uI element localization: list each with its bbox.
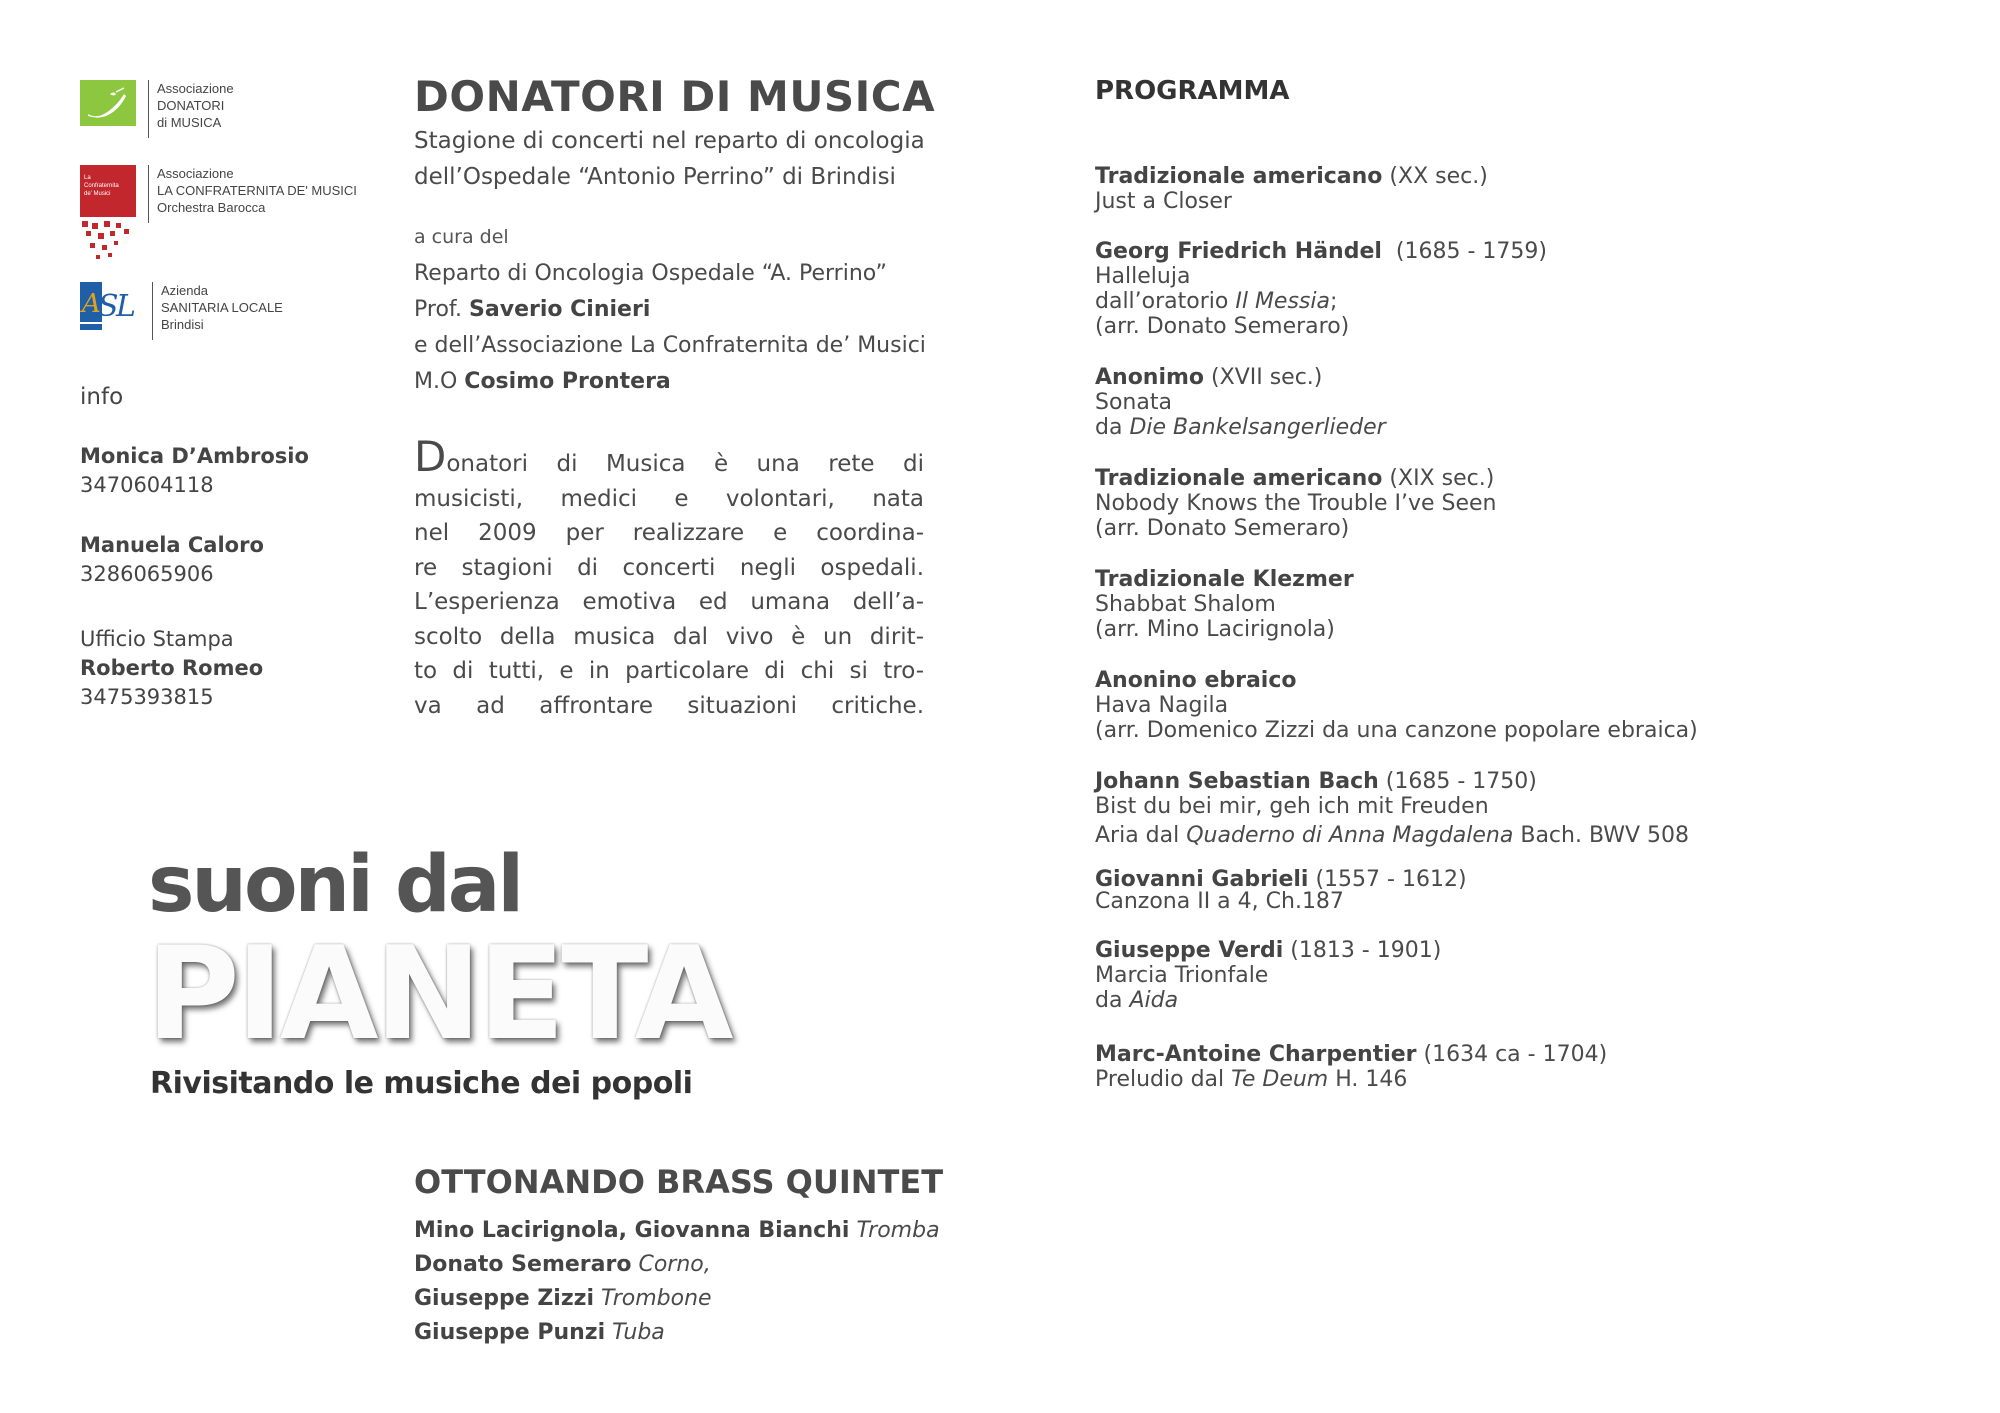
member-row — [414, 1214, 940, 1248]
work-line: Shabbat Shalom — [1095, 592, 1276, 617]
svg-text:S: S — [98, 289, 119, 324]
paragraph-line: va ad affrontare situazioni critiche. — [414, 692, 924, 719]
work-text: da — [1095, 988, 1130, 1013]
svg-text:La: La — [84, 175, 91, 181]
composer: Giuseppe Verdi — [1095, 938, 1284, 963]
work-text: ; — [1330, 289, 1338, 314]
logo-asl — [80, 282, 283, 340]
work-line: Nobody Knows the Trouble I’ve Seen — [1095, 491, 1497, 516]
composer: Giovanni Gabrieli — [1095, 867, 1309, 892]
programme-item — [1095, 239, 1547, 339]
page-title: DONATORI DI MUSICA — [414, 72, 936, 121]
composer: Anonimo — [1095, 365, 1205, 390]
work-title: Quaderno di Anna Magdalena — [1186, 823, 1514, 848]
cura-name: Saverio Cinieri — [469, 297, 651, 322]
cura-name: Cosimo Prontera — [464, 369, 671, 394]
contact-name: Manuela Caloro — [80, 533, 264, 557]
work-text: Bach. BWV 508 — [1513, 823, 1690, 848]
logo-line: LA CONFRATERNITA DE' MUSICI — [157, 183, 357, 198]
logo-divider — [152, 282, 153, 340]
programme-item — [1095, 466, 1496, 541]
work-title: Die Bankelsangerlieder — [1129, 415, 1386, 440]
work-line: Halleluja — [1095, 264, 1191, 289]
composer: Johann Sebastian Bach — [1095, 769, 1379, 794]
paragraph-line: L’esperienza emotiva ed umana dell’a- — [414, 589, 924, 615]
paragraph-line: re stagioni di concerti negli ospedali. — [414, 554, 924, 581]
programme-item — [1095, 668, 1698, 743]
event-title-big: PIANETA — [146, 920, 730, 1069]
ensemble-members — [414, 1214, 940, 1350]
composer-dates: (XX sec.) — [1382, 164, 1488, 189]
composer-dates: (1813 - 1901) — [1283, 938, 1442, 963]
contact-press — [80, 625, 263, 712]
work-line: Bist du bei mir, geh ich mit Freuden — [1095, 794, 1489, 819]
member-instrument: Trombone — [601, 1286, 712, 1311]
cura-label: a cura del — [414, 226, 509, 248]
programme-item — [1095, 769, 1689, 848]
work-text: Preludio dal — [1095, 1067, 1232, 1092]
composer: Marc-Antoine Charpentier — [1095, 1042, 1417, 1067]
contact-phone: 3286065906 — [80, 562, 214, 586]
cura-block — [414, 256, 926, 400]
composer-dates: (1634 ca - 1704) — [1416, 1042, 1608, 1067]
work-title: Il Messia — [1235, 289, 1330, 314]
cura-line: Reparto di Oncologia Ospedale “A. Perrino” — [414, 261, 887, 286]
member-row — [414, 1316, 940, 1350]
logo-line: Orchestra Barocca — [157, 200, 266, 215]
composer: Tradizionale americano — [1095, 164, 1383, 189]
member-names: Mino Lacirignola, Giovanna Bianchi — [414, 1218, 850, 1243]
member-names: Donato Semeraro — [414, 1252, 632, 1277]
paragraph-line: to di tutti, e in particolare di chi si tro- — [414, 658, 924, 684]
press-label: Ufficio Stampa — [80, 627, 234, 651]
composer: Anonino ebraico — [1095, 668, 1297, 693]
member-names: Giuseppe Punzi — [414, 1320, 606, 1345]
work-text: H. 146 — [1328, 1067, 1408, 1092]
composer-dates: (1685 - 1759) — [1381, 239, 1547, 264]
member-names: Giuseppe Zizzi — [414, 1286, 594, 1311]
contact-manuela — [80, 531, 264, 589]
subtitle — [414, 123, 925, 195]
programme-item — [1095, 365, 1386, 440]
logo-divider — [148, 165, 149, 223]
cura-prefix: Prof. — [414, 297, 470, 322]
member-instrument: Corno, — [638, 1252, 711, 1277]
contact-monica — [80, 442, 309, 500]
work-line: Hava Nagila — [1095, 693, 1229, 718]
logo-line: di MUSICA — [157, 115, 222, 130]
contact-name: Monica D’Ambrosio — [80, 444, 309, 468]
cura-prefix: M.O — [414, 369, 465, 394]
contact-phone: 3475393815 — [80, 685, 214, 709]
svg-text:A: A — [82, 289, 101, 319]
work-line: Marcia Trionfale — [1095, 963, 1269, 988]
logo-line: Azienda — [161, 283, 208, 298]
member-instrument: Tromba — [856, 1218, 940, 1243]
composer-dates: (1557 - 1612) — [1308, 867, 1467, 892]
member-instrument: Tuba — [612, 1320, 665, 1345]
member-row — [414, 1282, 940, 1316]
work-line: (arr. Donato Semeraro) — [1095, 314, 1350, 339]
paragraph-line: scolto della musica dal vivo è un dirit- — [414, 623, 924, 650]
composer: Georg Friedrich Händel — [1095, 239, 1382, 264]
contact-name: Roberto Romeo — [80, 656, 264, 680]
work-text: Aria dal — [1095, 823, 1187, 848]
event-tagline: Rivisitando le musiche dei popoli — [150, 1066, 693, 1101]
logo-confraternita — [80, 165, 357, 263]
svg-text:Confraternita: Confraternita — [84, 183, 119, 189]
programme-item — [1095, 164, 1488, 214]
work-line: Canzona II a 4, Ch.187 — [1095, 889, 1344, 914]
programme-item — [1095, 1042, 1607, 1092]
event-title-small: suoni dal — [148, 840, 522, 930]
composer-dates: (XIX sec.) — [1382, 466, 1495, 491]
confraternita-logo-icon — [80, 165, 136, 263]
work-line — [1095, 988, 1441, 1013]
logo-line: SANITARIA LOCALE — [161, 300, 283, 315]
work-title: Te Deum — [1231, 1067, 1329, 1092]
work-line: (arr. Mino Lacirignola) — [1095, 617, 1335, 642]
logo-donatori — [80, 80, 234, 138]
intro-paragraph — [414, 432, 924, 723]
paragraph-line: nel 2009 per realizzare e coordina- — [414, 520, 924, 546]
logo-line: Brindisi — [161, 317, 204, 332]
logo-line: DONATORI — [157, 98, 225, 113]
logo-line: Associazione — [157, 81, 234, 96]
composer: Tradizionale Klezmer — [1095, 567, 1354, 592]
work-line: (arr. Domenico Zizzi da una canzone popolare ebraica) — [1095, 718, 1698, 743]
logo-divider — [148, 80, 149, 138]
cura-line: e dell’Associazione La Confraternita de’ Musici — [414, 333, 926, 358]
info-label: info — [80, 384, 124, 410]
programme-item — [1095, 869, 1467, 913]
subtitle-line: Stagione di concerti nel reparto di oncologia — [414, 128, 925, 154]
svg-text:L: L — [116, 289, 136, 324]
drop-cap: D — [414, 432, 447, 481]
subtitle-line: dell’Ospedale “Antonio Perrino” di Brindisi — [414, 164, 896, 190]
composer-dates: (1685 - 1750) — [1378, 769, 1537, 794]
work-line: (arr. Donato Semeraro) — [1095, 516, 1350, 541]
work-text: dall’oratorio — [1095, 289, 1236, 314]
member-row — [414, 1248, 940, 1282]
composer-dates: (XVII sec.) — [1204, 365, 1323, 390]
work-line — [1095, 1067, 1607, 1092]
programme-item — [1095, 938, 1441, 1013]
asl-logo-icon — [80, 282, 140, 330]
work-line — [1095, 415, 1386, 440]
paragraph-line: musicisti, medici e volontari, nata — [414, 485, 924, 512]
composer: Tradizionale americano — [1095, 466, 1383, 491]
paragraph-line: onatori di Musica è una rete di — [446, 451, 924, 477]
work-text: da — [1095, 415, 1130, 440]
programme-item — [1095, 567, 1354, 642]
contact-phone: 3470604118 — [80, 473, 214, 497]
programme-heading: PROGRAMMA — [1095, 76, 1290, 106]
donatori-logo-icon — [80, 80, 136, 126]
ensemble-name: OTTONANDO BRASS QUINTET — [414, 1163, 944, 1201]
work-line — [1095, 823, 1689, 848]
work-title: Aida — [1129, 988, 1179, 1013]
work-line — [1095, 289, 1547, 314]
work-line: Sonata — [1095, 390, 1172, 415]
svg-text:de' Musici: de' Musici — [84, 191, 111, 197]
work-line: Just a Closer — [1095, 189, 1232, 214]
logo-line: Associazione — [157, 166, 234, 181]
